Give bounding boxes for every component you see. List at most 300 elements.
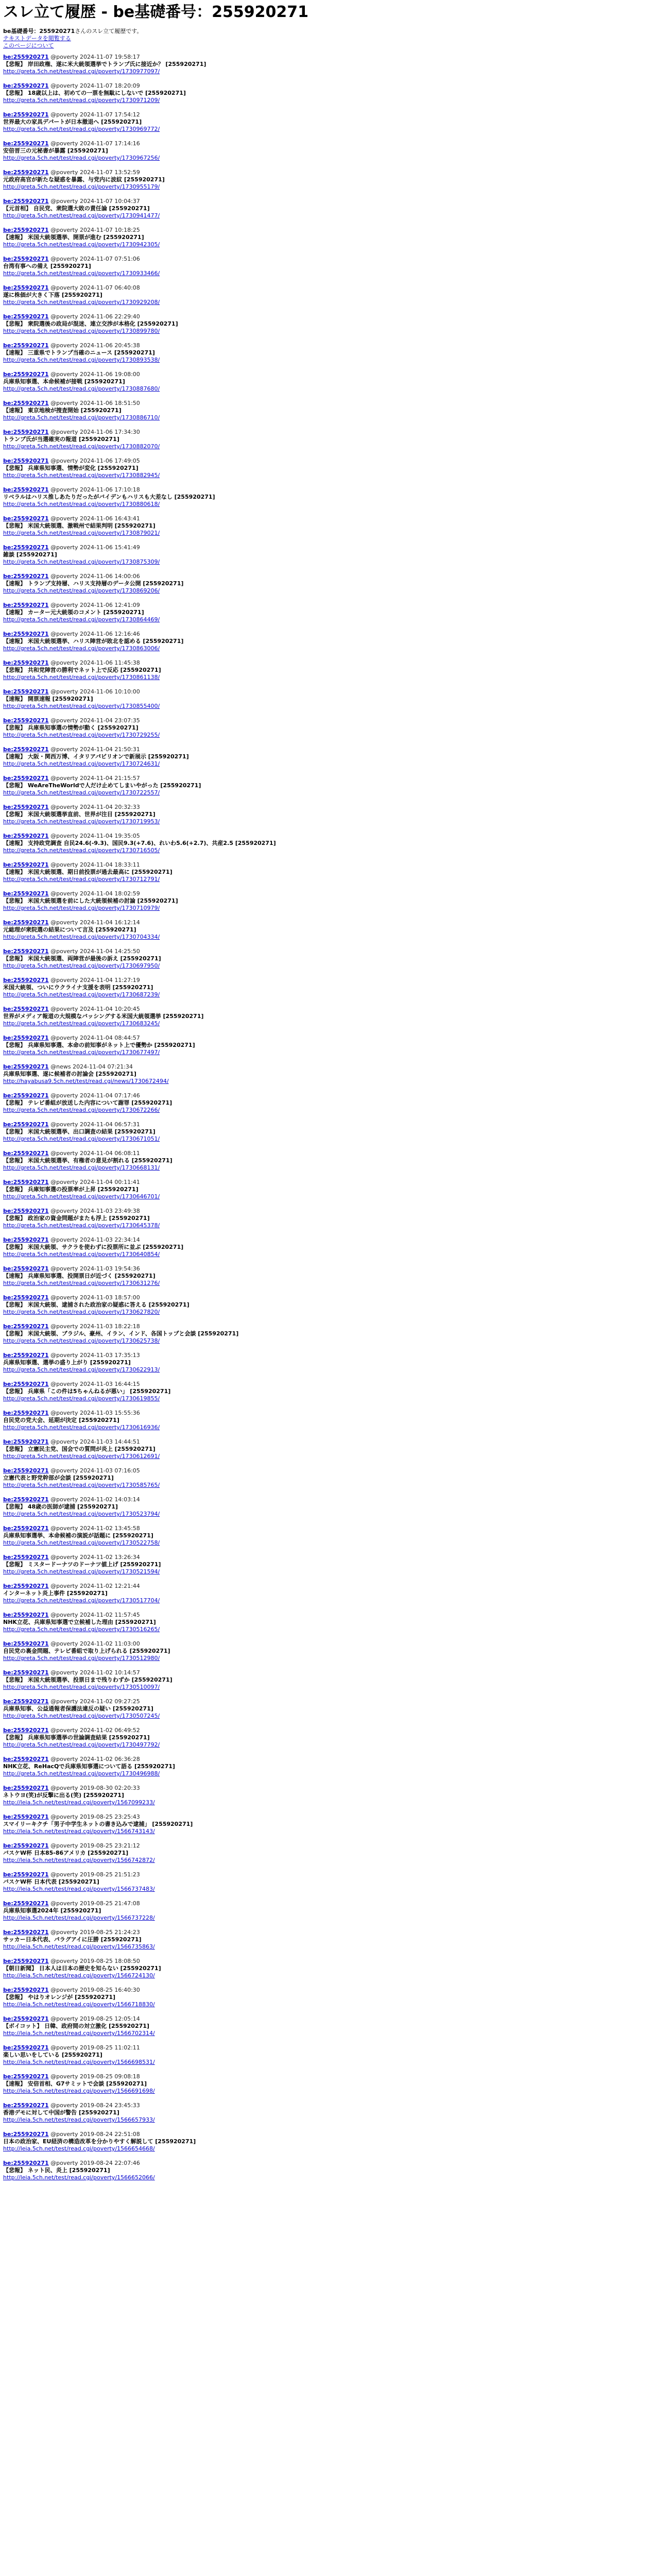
list-item xyxy=(3,860,650,889)
thread-title: 【速報】 安倍首相、G7サミットで会談 [255920271] xyxy=(3,2080,147,2087)
thread-url[interactable]: http://leia.5ch.net/test/read.cgi/poverty/1566724130/ xyxy=(3,1972,155,1979)
list-item xyxy=(3,2043,650,2072)
thread-title: 【速報】 東京地検が捜査開始 [255920271] xyxy=(3,407,122,414)
user-link[interactable]: be:255920271 xyxy=(3,1842,49,1849)
board-date: @poverty 2024-11-02 13:26:34 xyxy=(50,1554,140,1561)
thread-title: 【悲報】 米国大統領選、激戦州で結果判明 [255920271] xyxy=(3,522,156,529)
thread-url[interactable]: http://greta.5ch.net/test/read.cgi/poverty/1730522758/ xyxy=(3,1539,160,1546)
thread-url[interactable]: http://greta.5ch.net/test/read.cgi/poverty/1730882070/ xyxy=(3,443,160,450)
list-item xyxy=(3,687,650,716)
thread-title: 雑談 [255920271] xyxy=(3,551,57,558)
board-date: @poverty 2019-08-30 02:20:33 xyxy=(50,1785,140,1791)
thread-title: 【悲報】 やはりオレンジが [255920271] xyxy=(3,1994,116,2001)
user-link[interactable]: be:255920271 xyxy=(3,1323,49,1330)
thread-url[interactable]: http://greta.5ch.net/test/read.cgi/poverty/1730710979/ xyxy=(3,905,160,911)
user-link[interactable]: be:255920271 xyxy=(3,977,49,984)
user-link[interactable]: be:255920271 xyxy=(3,1294,49,1301)
thread-url[interactable]: http://greta.5ch.net/test/read.cgi/poverty/1730882945/ xyxy=(3,472,160,479)
user-link[interactable]: be:255920271 xyxy=(3,746,49,753)
thread-url[interactable]: http://greta.5ch.net/test/read.cgi/poverty/1730729255/ xyxy=(3,732,160,738)
user-link[interactable]: be:255920271 xyxy=(3,775,49,782)
thread-title: 台湾有事への備え [255920271] xyxy=(3,263,91,269)
user-link[interactable]: be:255920271 xyxy=(3,804,49,810)
thread-title: 【悲報】 米国大統領、逮捕された政治家の疑惑に答える [255920271] xyxy=(3,1301,190,1308)
user-link[interactable]: be:255920271 xyxy=(3,256,49,262)
thread-title: 楽しい思いをしている [255920271] xyxy=(3,2052,102,2058)
thread-url[interactable]: http://leia.5ch.net/test/read.cgi/poverty/1566735863/ xyxy=(3,1943,155,1950)
list-item xyxy=(3,745,650,774)
list-item xyxy=(3,1899,650,1928)
board-date: @poverty 2019-08-25 09:08:18 xyxy=(50,2073,140,2080)
entry-meta xyxy=(3,717,650,724)
board-date: @poverty 2024-11-04 16:12:14 xyxy=(50,919,140,926)
thread-url[interactable]: http://greta.5ch.net/test/read.cgi/poverty/1730722557/ xyxy=(3,789,160,796)
list-item xyxy=(3,1351,650,1380)
board-date: @poverty 2024-11-07 18:20:09 xyxy=(50,82,140,89)
thread-url[interactable]: http://greta.5ch.net/test/read.cgi/poverty/1730523794/ xyxy=(3,1511,160,1517)
entry-meta xyxy=(3,1987,650,1994)
user-link[interactable]: be:255920271 xyxy=(3,861,49,868)
user-link[interactable]: be:255920271 xyxy=(3,1987,49,1993)
user-link[interactable]: be:255920271 xyxy=(3,2073,49,2080)
thread-url[interactable]: http://greta.5ch.net/test/read.cgi/poverty/1730496988/ xyxy=(3,1770,160,1777)
board-date: @news 2024-11-04 07:21:34 xyxy=(50,1063,133,1070)
list-item xyxy=(3,658,650,687)
user-link[interactable]: be:255920271 xyxy=(3,919,49,926)
thread-title: 世界がメディア報道の大規模なバッシングする米国大統領選挙 [255920271] xyxy=(3,1013,204,1020)
user-link[interactable]: be:255920271 xyxy=(3,1871,49,1878)
entry-meta xyxy=(3,919,650,926)
list-item xyxy=(3,1120,650,1149)
thread-title: 【速報】 米国大統領選、期日前投票が過去最高に [255920271] xyxy=(3,869,173,875)
thread-url[interactable]: http://greta.5ch.net/test/read.cgi/poverty/1730887680/ xyxy=(3,385,160,392)
thread-url[interactable]: http://greta.5ch.net/test/read.cgi/poverty/1730861138/ xyxy=(3,674,160,681)
board-date: @poverty 2024-11-06 16:43:41 xyxy=(50,515,140,522)
entry-meta xyxy=(3,1669,650,1676)
user-link[interactable]: be:255920271 xyxy=(3,54,49,60)
thread-title: 【悲報】 米国大統領選挙、投票日まで残りわずか [255920271] xyxy=(3,1676,173,1683)
thread-url[interactable]: http://greta.5ch.net/test/read.cgi/poverty/1730712791/ xyxy=(3,876,160,883)
thread-title: 【元首相】 自民党、衆院選大敗の責任論 [255920271] xyxy=(3,205,150,212)
user-link[interactable]: be:255920271 xyxy=(3,602,49,608)
user-link[interactable]: be:255920271 xyxy=(3,1669,49,1676)
entry-meta xyxy=(3,890,650,897)
user-link[interactable]: be:255920271 xyxy=(3,1900,49,1907)
thread-title: サッカー日本代表、パラグアイに圧勝 [255920271] xyxy=(3,1936,142,1943)
thread-url[interactable]: http://greta.5ch.net/test/read.cgi/poverty/1730631276/ xyxy=(3,1280,160,1286)
thread-url[interactable]: http://greta.5ch.net/test/read.cgi/poverty/1730893538/ xyxy=(3,357,160,363)
thread-title: 【速報】 大阪・関西万博、イタリアパビリオンで新展示 [255920271] xyxy=(3,753,189,760)
user-link[interactable]: be:255920271 xyxy=(3,2015,49,2022)
entry-meta xyxy=(3,1467,650,1475)
board-date: @poverty 2024-11-04 20:32:33 xyxy=(50,804,140,810)
list-item xyxy=(3,1062,650,1091)
user-link[interactable]: be:255920271 xyxy=(3,515,49,522)
user-link[interactable]: be:255920271 xyxy=(3,544,49,551)
thread-title: 【朝日新聞】 日本人は日本の歴史を知らない [255920271] xyxy=(3,1965,161,1972)
thread-title: 【悲報】 政治家の資金問題がまたも浮上 [255920271] xyxy=(3,1215,150,1222)
user-link[interactable]: be:255920271 xyxy=(3,1063,49,1070)
board-date: @poverty 2024-11-06 10:10:00 xyxy=(50,688,140,695)
entry-meta xyxy=(3,1208,650,1215)
thread-title: 【悲報】 18歳以上は、初めての一票を無駄にしないで [255920271] xyxy=(3,90,186,96)
thread-list xyxy=(3,53,650,2188)
board-date: @poverty 2024-11-03 18:57:00 xyxy=(50,1294,140,1301)
thread-title: 【悲報】 米国大統領選挙、出口調査の結果 [255920271] xyxy=(3,1128,156,1135)
thread-title: スマイリーキクチ「男子中学生ネットの書き込みで逮捕」 [255920271] xyxy=(3,1821,193,1827)
thread-url[interactable]: http://greta.5ch.net/test/read.cgi/poverty/1730697950/ xyxy=(3,962,160,969)
user-link[interactable]: be:255920271 xyxy=(3,890,49,897)
thread-url[interactable]: http://greta.5ch.net/test/read.cgi/poverty/1730683245/ xyxy=(3,1020,160,1027)
user-link[interactable]: be:255920271 xyxy=(3,227,49,233)
list-item xyxy=(3,428,650,456)
list-item xyxy=(3,1582,650,1611)
user-link[interactable]: be:255920271 xyxy=(3,1525,49,1532)
user-link[interactable]: be:255920271 xyxy=(3,1698,49,1705)
user-link[interactable]: be:255920271 xyxy=(3,371,49,378)
user-link[interactable]: be:255920271 xyxy=(3,717,49,724)
list-item xyxy=(3,283,650,312)
thread-url[interactable]: http://greta.5ch.net/test/read.cgi/poverty/1730875309/ xyxy=(3,558,160,565)
thread-url[interactable]: http://greta.5ch.net/test/read.cgi/poverty/1730971209/ xyxy=(3,97,160,104)
thread-url[interactable]: http://greta.5ch.net/test/read.cgi/poverty/1730622913/ xyxy=(3,1366,160,1373)
list-item xyxy=(3,976,650,1005)
user-link[interactable]: be:255920271 xyxy=(3,429,49,435)
board-date: @poverty 2019-08-24 22:07:46 xyxy=(50,2160,140,2166)
user-link[interactable]: be:255920271 xyxy=(3,1352,49,1359)
user-link[interactable]: be:255920271 xyxy=(3,1727,49,1734)
user-link[interactable]: be:255920271 xyxy=(3,1756,49,1762)
thread-title: 【悲報】 立憲民主党、国会での質問が炎上 [255920271] xyxy=(3,1446,156,1452)
thread-url[interactable]: http://leia.5ch.net/test/read.cgi/poverty/1566737483/ xyxy=(3,1886,155,1892)
thread-url[interactable]: http://greta.5ch.net/test/read.cgi/poverty/1730941477/ xyxy=(3,212,160,219)
entry-meta xyxy=(3,573,650,580)
thread-url[interactable]: http://greta.5ch.net/test/read.cgi/poverty/1730886710/ xyxy=(3,414,160,421)
thread-url[interactable]: http://greta.5ch.net/test/read.cgi/poverty/1730625738/ xyxy=(3,1337,160,1344)
list-item xyxy=(3,1380,650,1409)
thread-url[interactable]: http://greta.5ch.net/test/read.cgi/poverty/1730668131/ xyxy=(3,1164,160,1171)
thread-url[interactable]: http://greta.5ch.net/test/read.cgi/poverty/1730645378/ xyxy=(3,1222,160,1229)
board-date: @poverty 2024-11-04 14:25:50 xyxy=(50,948,140,955)
thread-url[interactable]: http://greta.5ch.net/test/read.cgi/poverty/1730517704/ xyxy=(3,1597,160,1604)
board-date: @poverty 2024-11-07 10:04:37 xyxy=(50,198,140,205)
thread-url[interactable]: http://greta.5ch.net/test/read.cgi/poverty/1730687239/ xyxy=(3,991,160,998)
thread-url[interactable]: http://greta.5ch.net/test/read.cgi/poverty/1730969772/ xyxy=(3,126,160,132)
thread-url[interactable]: http://greta.5ch.net/test/read.cgi/poverty/1730933466/ xyxy=(3,270,160,277)
thread-title: 立憲代表と野党幹部が会談 [255920271] xyxy=(3,1475,114,1481)
intro-line xyxy=(3,28,650,35)
user-link[interactable]: be:255920271 xyxy=(3,1583,49,1589)
thread-url[interactable]: http://leia.5ch.net/test/read.cgi/poverty/1566698531/ xyxy=(3,2059,155,2065)
board-date: @poverty 2024-11-06 12:41:09 xyxy=(50,602,140,608)
user-link[interactable]: be:255920271 xyxy=(3,486,49,493)
user-link[interactable]: be:255920271 xyxy=(3,1006,49,1012)
user-link[interactable]: be:255920271 xyxy=(3,1208,49,1214)
board-date: @poverty 2024-11-04 23:07:35 xyxy=(50,717,140,724)
thread-url[interactable]: http://greta.5ch.net/test/read.cgi/poverty/1730646701/ xyxy=(3,1193,160,1200)
thread-url[interactable]: http://greta.5ch.net/test/read.cgi/poverty/1730497792/ xyxy=(3,1741,160,1748)
text-mode-link[interactable]: テキストデータを閲覧する xyxy=(3,35,71,42)
entry-meta xyxy=(3,861,650,869)
board-date: @poverty 2024-11-03 14:44:51 xyxy=(50,1438,140,1445)
thread-title: 【速報】 支持政党調査 自民24.6(-9.3)、国民9.3(+7.6)、れいわ5.6(+2.7)、共産2.5 [255920271] xyxy=(3,840,276,846)
user-link[interactable]: be:255920271 xyxy=(3,2102,49,2109)
thread-url[interactable]: http://greta.5ch.net/test/read.cgi/poverty/1730869206/ xyxy=(3,587,160,594)
thread-url[interactable]: http://leia.5ch.net/test/read.cgi/poverty/1566654668/ xyxy=(3,2145,155,2152)
user-link[interactable]: be:255920271 xyxy=(3,1410,49,1416)
user-link[interactable]: be:255920271 xyxy=(3,111,49,118)
board-date: @poverty 2019-08-25 21:47:08 xyxy=(50,1900,140,1907)
list-item xyxy=(3,1409,650,1437)
entry-meta xyxy=(3,631,650,638)
thread-url[interactable]: http://greta.5ch.net/test/read.cgi/poverty/1730942305/ xyxy=(3,241,160,248)
list-item xyxy=(3,1841,650,1870)
thread-title: 元政府高官が新たな疑惑を暴露、与党内に波紋 [255920271] xyxy=(3,176,165,183)
list-item xyxy=(3,1957,650,1986)
list-item xyxy=(3,774,650,803)
intro xyxy=(3,28,650,49)
thread-url[interactable]: http://leia.5ch.net/test/read.cgi/poverty/1566652066/ xyxy=(3,2174,155,2181)
entry-meta xyxy=(3,1496,650,1503)
thread-url[interactable]: http://greta.5ch.net/test/read.cgi/poverty/1730899780/ xyxy=(3,328,160,334)
list-item xyxy=(3,514,650,543)
list-item xyxy=(3,947,650,976)
thread-url[interactable]: http://greta.5ch.net/test/read.cgi/poverty/1730879021/ xyxy=(3,530,160,536)
user-link[interactable]: be:255920271 xyxy=(3,573,49,580)
list-item xyxy=(3,53,650,81)
board-date: @poverty 2019-08-24 22:51:08 xyxy=(50,2131,140,2138)
user-link[interactable]: be:255920271 xyxy=(3,1179,49,1185)
user-link[interactable]: be:255920271 xyxy=(3,1265,49,1272)
list-item xyxy=(3,110,650,139)
thread-url[interactable]: http://greta.5ch.net/test/read.cgi/poverty/1730672266/ xyxy=(3,1107,160,1113)
list-item xyxy=(3,1986,650,2014)
list-item xyxy=(3,81,650,110)
user-link[interactable]: be:255920271 xyxy=(3,1929,49,1936)
thread-url[interactable]: http://greta.5ch.net/test/read.cgi/poverty/1730516265/ xyxy=(3,1626,160,1633)
user-link[interactable]: be:255920271 xyxy=(3,1640,49,1647)
user-link[interactable]: be:255920271 xyxy=(3,82,49,89)
board-date: @poverty 2024-11-03 23:49:38 xyxy=(50,1208,140,1214)
thread-url[interactable]: http://leia.5ch.net/test/read.cgi/poverty/1566742872/ xyxy=(3,1857,155,1863)
thread-title: バスケW杯 日本代表 [255920271] xyxy=(3,1878,99,1885)
user-link[interactable]: be:255920271 xyxy=(3,400,49,406)
board-date: @poverty 2019-08-25 23:25:43 xyxy=(50,1814,140,1820)
user-link[interactable]: be:255920271 xyxy=(3,688,49,695)
board-date: @poverty 2024-11-04 18:02:59 xyxy=(50,890,140,897)
thread-url[interactable]: http://leia.5ch.net/test/read.cgi/poverty/1566657933/ xyxy=(3,2116,155,2123)
board-date: @poverty 2019-08-24 23:45:33 xyxy=(50,2102,140,2109)
entry-meta xyxy=(3,82,650,90)
user-link[interactable]: be:255920271 xyxy=(3,948,49,955)
list-item xyxy=(3,543,650,572)
user-link[interactable]: be:255920271 xyxy=(3,631,49,637)
entry-meta xyxy=(3,457,650,465)
thread-url[interactable]: http://hayabusa9.5ch.net/test/read.cgi/news/1730672494/ xyxy=(3,1078,169,1084)
board-date: @poverty 2024-11-04 06:08:11 xyxy=(50,1150,140,1157)
list-item xyxy=(3,1524,650,1553)
thread-url[interactable]: http://leia.5ch.net/test/read.cgi/poverty/1566743143/ xyxy=(3,1828,155,1835)
list-item xyxy=(3,601,650,630)
board-date: @poverty 2024-11-02 06:49:52 xyxy=(50,1727,140,1734)
list-item xyxy=(3,1466,650,1495)
thread-url[interactable]: http://greta.5ch.net/test/read.cgi/poverty/1730719953/ xyxy=(3,818,160,825)
user-link[interactable]: be:255920271 xyxy=(3,1150,49,1157)
thread-url[interactable]: http://greta.5ch.net/test/read.cgi/poverty/1730863006/ xyxy=(3,645,160,652)
list-item xyxy=(3,312,650,341)
thread-title: 【速報】 米国大統領選挙、ハリス陣営が敗北を認める [255920271] xyxy=(3,638,184,645)
board-date: @poverty 2024-11-07 13:52:59 xyxy=(50,169,140,176)
entry-meta xyxy=(3,804,650,811)
thread-url[interactable]: http://greta.5ch.net/test/read.cgi/poverty/1730671051/ xyxy=(3,1136,160,1142)
list-item xyxy=(3,139,650,168)
list-item xyxy=(3,197,650,226)
user-link[interactable]: be:255920271 xyxy=(3,1236,49,1243)
board-date: @poverty 2024-11-03 07:16:05 xyxy=(50,1467,140,1474)
thread-url[interactable]: http://greta.5ch.net/test/read.cgi/poverty/1730521594/ xyxy=(3,1568,160,1575)
entry-meta xyxy=(3,1871,650,1878)
thread-url[interactable]: http://greta.5ch.net/test/read.cgi/poverty/1730677497/ xyxy=(3,1049,160,1056)
user-link[interactable]: be:255920271 xyxy=(3,1958,49,1964)
intro-suffix: さんのスレ立て履歴です。 xyxy=(75,28,143,35)
entry-meta xyxy=(3,111,650,118)
user-link[interactable]: be:255920271 xyxy=(3,2131,49,2138)
user-link[interactable]: be:255920271 xyxy=(3,284,49,291)
board-date: @poverty 2024-11-04 11:27:19 xyxy=(50,977,140,984)
thread-url[interactable]: http://greta.5ch.net/test/read.cgi/poverty/1730640854/ xyxy=(3,1251,160,1258)
user-link[interactable]: be:255920271 xyxy=(3,1467,49,1474)
thread-title: トランプ氏が当選確実の報道 [255920271] xyxy=(3,436,119,443)
entry-meta xyxy=(3,948,650,955)
thread-title: 自民党の裏金問題、テレビ番組で取り上げられる [255920271] xyxy=(3,1648,170,1654)
user-link[interactable]: be:255920271 xyxy=(3,833,49,839)
entry-meta xyxy=(3,1006,650,1013)
user-link[interactable]: be:255920271 xyxy=(3,2160,49,2166)
user-link[interactable]: be:255920271 xyxy=(3,313,49,320)
thread-url[interactable]: http://greta.5ch.net/test/read.cgi/poverty/1730619855/ xyxy=(3,1395,160,1402)
thread-url[interactable]: http://leia.5ch.net/test/read.cgi/poverty/1567099233/ xyxy=(3,1799,155,1806)
entry-meta xyxy=(3,1381,650,1388)
entry-meta xyxy=(3,1525,650,1532)
user-link[interactable]: be:255920271 xyxy=(3,1438,49,1445)
thread-url[interactable]: http://greta.5ch.net/test/read.cgi/poverty/1730880618/ xyxy=(3,501,160,507)
thread-url[interactable]: http://greta.5ch.net/test/read.cgi/poverty/1730967256/ xyxy=(3,155,160,161)
user-link[interactable]: be:255920271 xyxy=(3,198,49,205)
user-link[interactable]: be:255920271 xyxy=(3,2044,49,2051)
thread-url[interactable]: http://greta.5ch.net/test/read.cgi/poverty/1730616936/ xyxy=(3,1424,160,1431)
thread-url[interactable]: http://greta.5ch.net/test/read.cgi/poverty/1730512980/ xyxy=(3,1655,160,1662)
user-link[interactable]: be:255920271 xyxy=(3,1814,49,1820)
user-link[interactable]: be:255920271 xyxy=(3,1381,49,1387)
user-link[interactable]: be:255920271 xyxy=(3,1612,49,1618)
list-item xyxy=(3,2130,650,2159)
entry-meta xyxy=(3,486,650,494)
thread-url[interactable]: http://leia.5ch.net/test/read.cgi/poverty/1566691698/ xyxy=(3,2088,155,2094)
entry-meta xyxy=(3,1294,650,1301)
thread-title: 【悲報】 米国大統領、ブラジル、豪州、イラン、インド、各国トップと会談 [255920271] xyxy=(3,1330,239,1337)
thread-title: 日本の政治家、EU経済の構造改革を分かりやすく解説して [255920271] xyxy=(3,2138,196,2145)
page-title: スレ立て履歴 - be基礎番号：255920271 xyxy=(3,3,309,21)
thread-url[interactable]: http://leia.5ch.net/test/read.cgi/poverty/1566718830/ xyxy=(3,2001,155,2008)
board-date: @poverty 2024-11-03 15:55:36 xyxy=(50,1410,140,1416)
entry-meta xyxy=(3,1554,650,1561)
user-link[interactable]: be:255920271 xyxy=(3,457,49,464)
thread-url[interactable]: http://greta.5ch.net/test/read.cgi/poverty/1730507245/ xyxy=(3,1713,160,1719)
thread-url[interactable]: http://greta.5ch.net/test/read.cgi/poverty/1730585765/ xyxy=(3,1482,160,1488)
board-date: @poverty 2024-11-04 19:35:05 xyxy=(50,833,140,839)
about-link[interactable]: このページについて xyxy=(3,42,54,49)
user-link[interactable]: be:255920271 xyxy=(3,1785,49,1791)
entry-meta xyxy=(3,140,650,147)
thread-title: 香港デモに対して中国が警告 [255920271] xyxy=(3,2109,119,2116)
user-link[interactable]: be:255920271 xyxy=(3,1092,49,1099)
thread-url[interactable]: http://greta.5ch.net/test/read.cgi/poverty/1730510097/ xyxy=(3,1684,160,1690)
list-item xyxy=(3,2159,650,2188)
thread-url[interactable]: http://greta.5ch.net/test/read.cgi/poverty/1730977097/ xyxy=(3,68,160,75)
board-date: @poverty 2024-11-06 17:10:18 xyxy=(50,486,140,493)
list-item xyxy=(3,1697,650,1726)
entry-meta xyxy=(3,227,650,234)
user-link[interactable]: be:255920271 xyxy=(3,1554,49,1561)
thread-title: 【悲報】 兵庫県知事選の情勢が動く [255920271] xyxy=(3,724,139,731)
user-link[interactable]: be:255920271 xyxy=(3,342,49,349)
thread-url[interactable]: http://greta.5ch.net/test/read.cgi/poverty/1730929208/ xyxy=(3,299,160,306)
list-item xyxy=(3,1870,650,1899)
entry-meta xyxy=(3,169,650,176)
user-link[interactable]: be:255920271 xyxy=(3,1496,49,1503)
entry-meta xyxy=(3,2131,650,2138)
entry-meta xyxy=(3,2044,650,2052)
thread-title: 【悲報】 兵庫県知事選挙の世論調査結果 [255920271] xyxy=(3,1734,150,1741)
thread-url[interactable]: http://greta.5ch.net/test/read.cgi/poverty/1730724631/ xyxy=(3,760,160,767)
thread-url[interactable]: http://greta.5ch.net/test/read.cgi/poverty/1730704334/ xyxy=(3,934,160,940)
thread-url[interactable]: http://greta.5ch.net/test/read.cgi/poverty/1730864469/ xyxy=(3,616,160,623)
list-item xyxy=(3,1928,650,1957)
thread-title: 【悲報】 兵庫知事選の投票率が上昇 [255920271] xyxy=(3,1186,139,1193)
thread-url[interactable]: http://greta.5ch.net/test/read.cgi/poverty/1730716505/ xyxy=(3,847,160,854)
user-link[interactable]: be:255920271 xyxy=(3,1121,49,1128)
board-date: @poverty 2024-11-02 11:03:00 xyxy=(50,1640,140,1647)
intro-label: be基礎番号： xyxy=(3,28,40,35)
thread-url[interactable]: http://greta.5ch.net/test/read.cgi/poverty/1730612691/ xyxy=(3,1453,160,1460)
user-link[interactable]: be:255920271 xyxy=(3,140,49,147)
board-date: @poverty 2024-11-02 12:21:44 xyxy=(50,1583,140,1589)
thread-title: バスケW杯 日本85-86アメリカ [255920271] xyxy=(3,1850,129,1856)
thread-title: 自民党の党大会、延期が決定 [255920271] xyxy=(3,1417,119,1423)
user-link[interactable]: be:255920271 xyxy=(3,169,49,176)
thread-title: 元総理が衆院選の結果について言及 [255920271] xyxy=(3,926,136,933)
list-item xyxy=(3,1033,650,1062)
entry-meta xyxy=(3,1756,650,1763)
list-item xyxy=(3,2101,650,2130)
thread-title: 【速報】 トランプ支持層、ハリス支持層のデータ公開 [255920271] xyxy=(3,580,184,587)
entry-meta xyxy=(3,1121,650,1128)
thread-url[interactable]: http://leia.5ch.net/test/read.cgi/poverty/1566702314/ xyxy=(3,2030,155,2037)
entry-meta xyxy=(3,1410,650,1417)
user-link[interactable]: be:255920271 xyxy=(3,1035,49,1041)
thread-title: 【悲報】 米国大統領選を前にした大統領候補の討論 [255920271] xyxy=(3,897,178,904)
thread-url[interactable]: http://greta.5ch.net/test/read.cgi/poverty/1730627820/ xyxy=(3,1309,160,1315)
user-link[interactable]: be:255920271 xyxy=(3,659,49,666)
thread-url[interactable]: http://leia.5ch.net/test/read.cgi/poverty/1566737228/ xyxy=(3,1914,155,1921)
thread-title: 世界最大の家具デパートが日本撤退へ [255920271] xyxy=(3,118,142,125)
thread-url[interactable]: http://greta.5ch.net/test/read.cgi/poverty/1730855400/ xyxy=(3,703,160,709)
list-item xyxy=(3,1235,650,1264)
thread-title: 遂に株価が大きく下落 [255920271] xyxy=(3,292,102,298)
thread-url[interactable]: http://greta.5ch.net/test/read.cgi/poverty/1730955179/ xyxy=(3,183,160,190)
thread-title: インターネット炎上事件 [255920271] xyxy=(3,1590,108,1597)
entry-meta xyxy=(3,1842,650,1850)
